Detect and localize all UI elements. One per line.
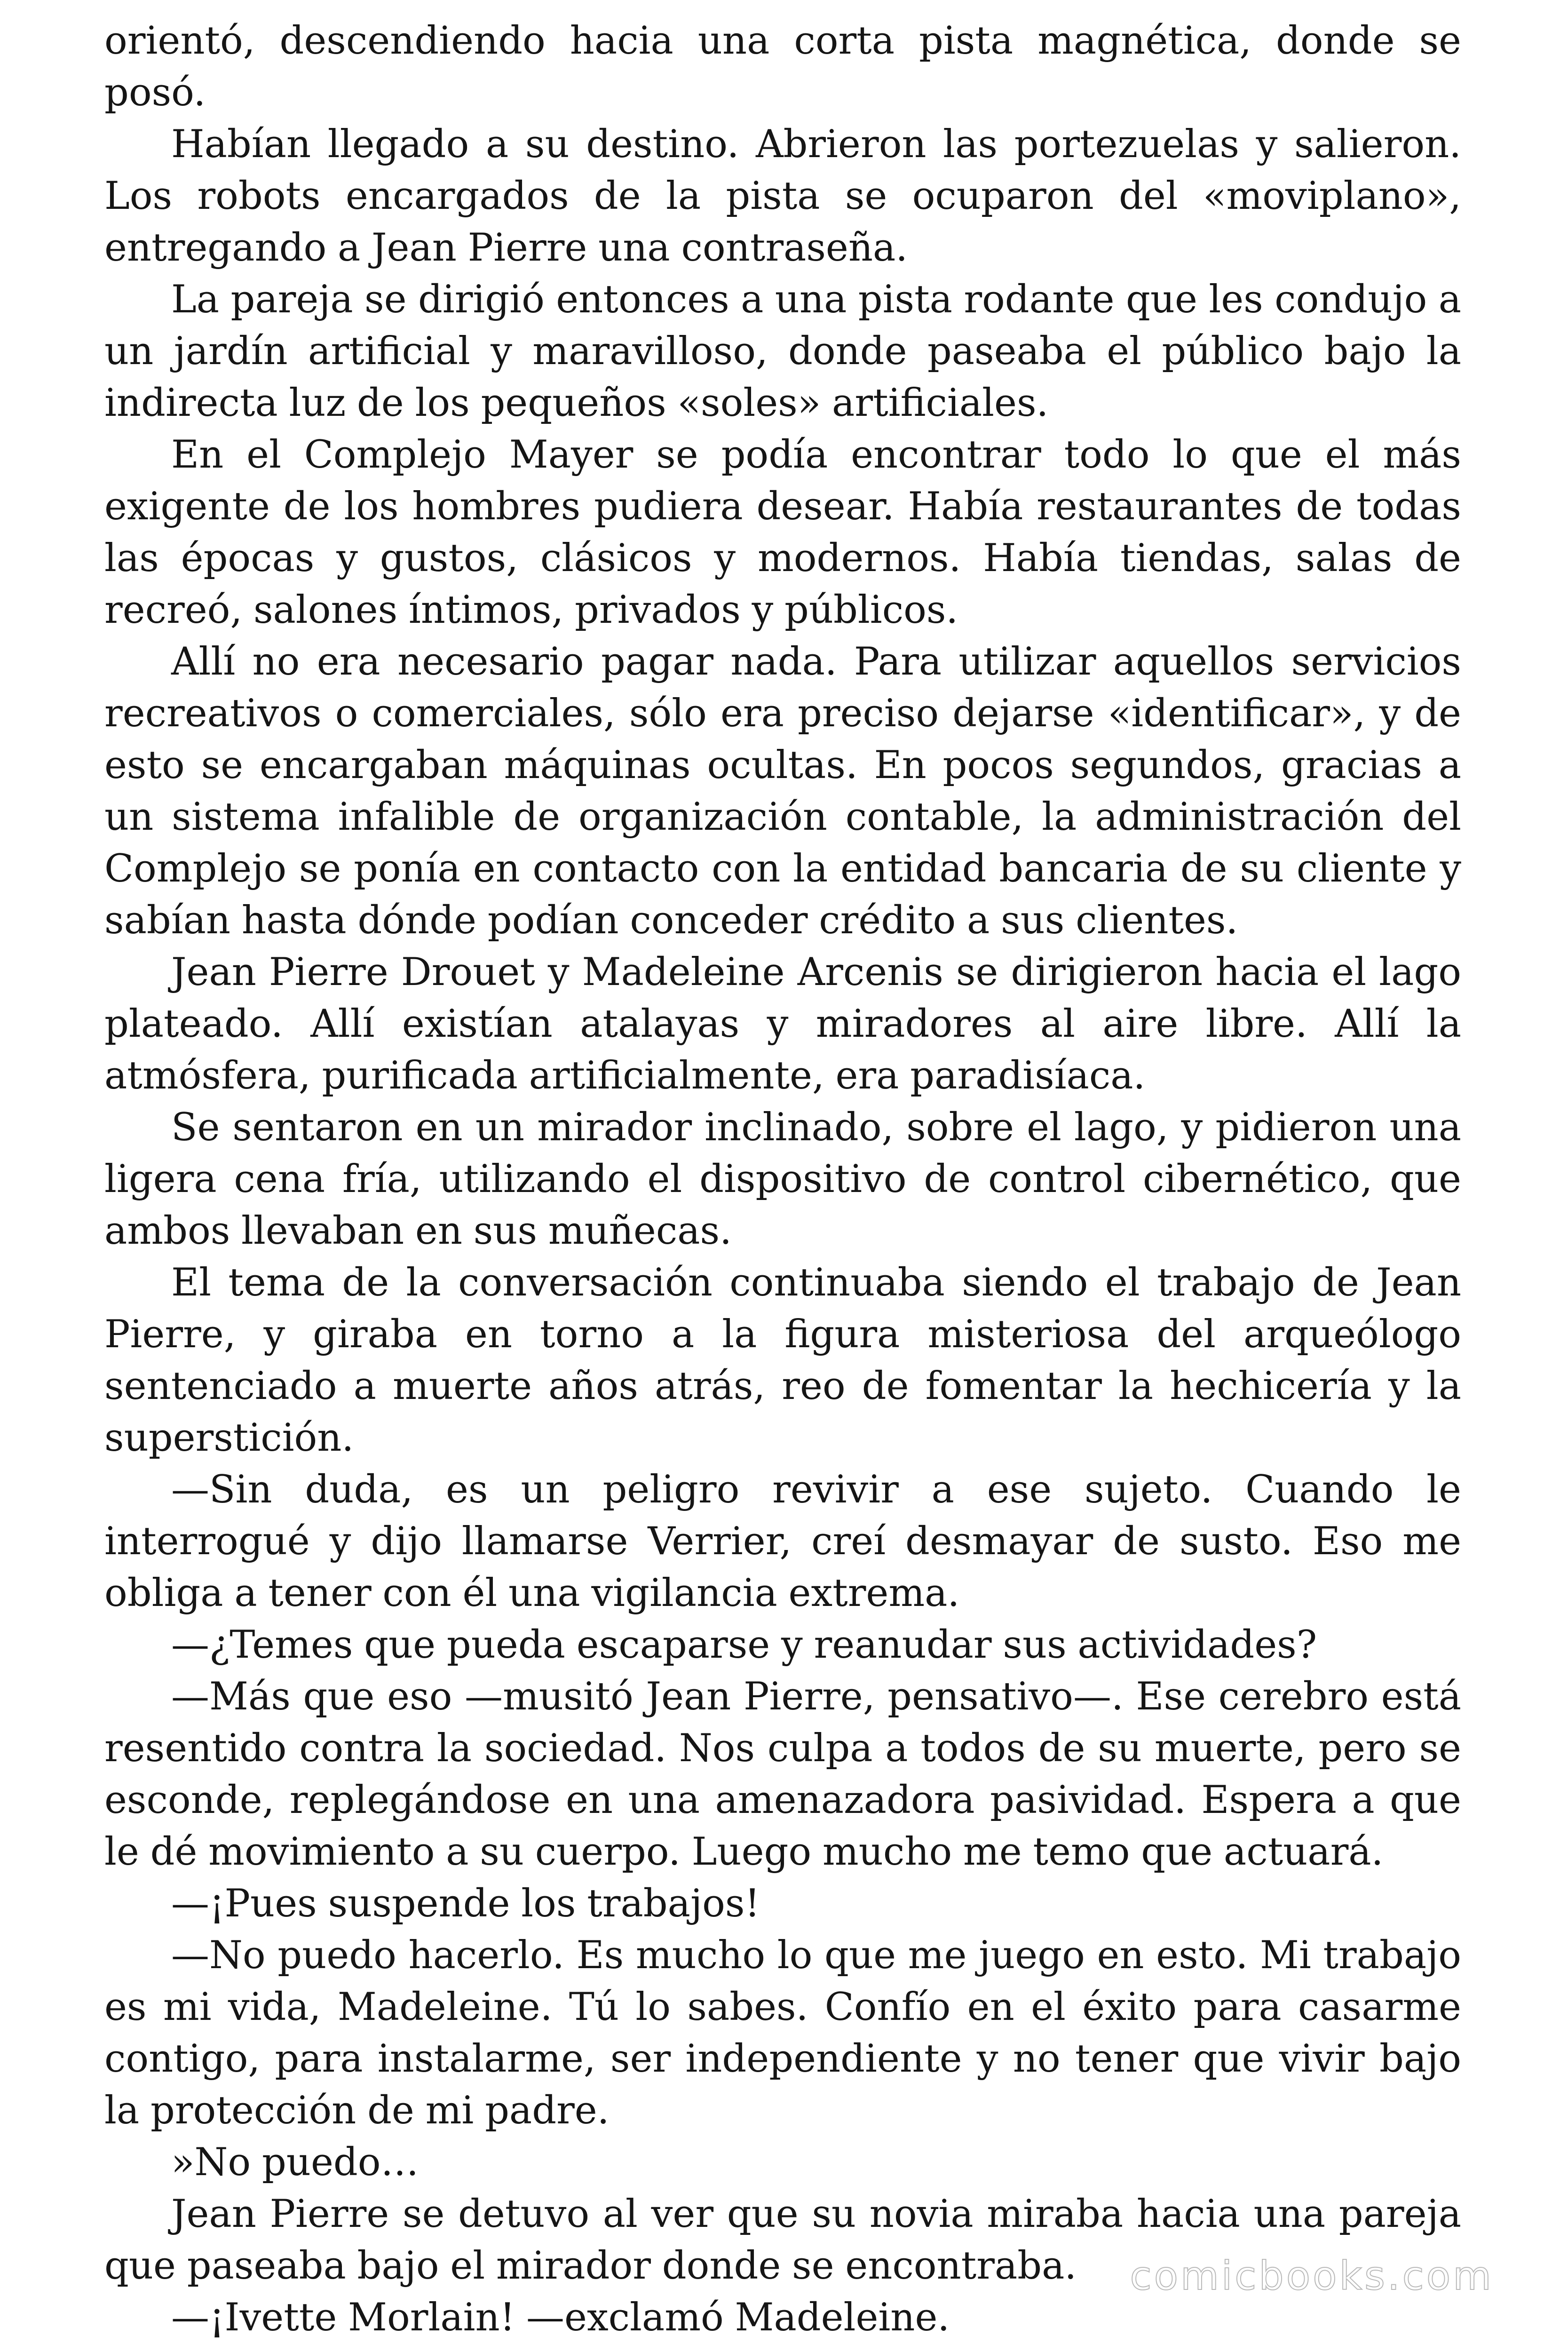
paragraph: Jean Pierre Drouet y Madeleine Arcenis se dirigieron hacia el lago plateado. Allí existían atalayas y miradores al aire libre. Allí la atmósfera, purificada artificialmente, era paradisíaca. — [104, 950, 1461, 1098]
page-text — [104, 15, 1461, 2344]
paragraph: Se sentaron en un mirador inclinado, sobre el lago, y pidieron una ligera cena fría, utilizando el dispositivo de control cibernético, que ambos llevaban en sus muñecas. — [104, 1105, 1461, 1253]
paragraph: —¿Temes que pueda escaparse y reanudar sus actividades? — [171, 1623, 1317, 1667]
paragraph: En el Complejo Mayer se podía encontrar todo lo que el más exigente de los hombres pudiera desear. Había restaurantes de todas las épocas y gustos, clásicos y modernos. Había tiendas, salas de recreó, salones íntimos, privados y públicos. — [104, 433, 1461, 632]
paragraph: —Más que eso —musitó Jean Pierre, pensativo—. Ese cerebro está resentido contra la sociedad. Nos culpa a todos de su muerte, pero se esconde, replegándose en una amenazadora pasividad. Espera a que le dé movimiento a su cuerpo. Luego mucho me temo que actuará. — [104, 1675, 1461, 1874]
paragraph: —No puedo hacerlo. Es mucho lo que me juego en esto. Mi trabajo es mi vida, Madeleine. Tú lo sabes. Confío en el éxito para casarme contigo, para instalarme, ser independiente y no tener que vivir bajo la protección de mi padre. — [104, 1933, 1461, 2133]
paragraph: —¡Pues suspende los trabajos! — [171, 1882, 760, 1926]
paragraph: —¡Ivette Morlain! —exclamó Madeleine. — [171, 2296, 950, 2340]
paragraph: orientó, descendiendo hacia una corta pista magnética, donde se posó. — [104, 19, 1461, 115]
paragraph: —Sin duda, es un peligro revivir a ese sujeto. Cuando le interrogué y dijo llamarse Verrier, creí desmayar de susto. Eso me obliga a tener con él una vigilancia extrema. — [104, 1468, 1461, 1615]
watermark: comicbooks.com — [1130, 2253, 1494, 2299]
paragraph: El tema de la conversación continuaba siendo el trabajo de Jean Pierre, y giraba en torno a la figura misteriosa del arqueólogo sentenciado a muerte años atrás, reo de fomentar la hechicería y la superstición. — [104, 1261, 1461, 1460]
paragraph: »No puedo… — [171, 2140, 419, 2185]
paragraph: Habían llegado a su destino. Abrieron las portezuelas y salieron. Los robots encargados de la pista se ocuparon del «moviplano», entregando a Jean Pierre una contraseña. — [104, 122, 1461, 270]
paragraph: La pareja se dirigió entonces a una pista rodante que les condujo a un jardín artificial y maravilloso, donde paseaba el público bajo la indirecta luz de los pequeños «soles» artificiales. — [104, 278, 1461, 425]
paragraph: Jean Pierre se detuvo al ver que su novia miraba hacia una pareja que paseaba bajo el mirador donde se encontraba. — [104, 2192, 1461, 2288]
paragraph: Allí no era necesario pagar nada. Para utilizar aquellos servicios recreativos o comerciales, sólo era preciso dejarse «identificar», y de esto se encargaban máquinas ocultas. En pocos segundos, gracias a un sistema infalible de organización contable, la administración del Complejo se ponía en contacto con la entidad bancaria de su cliente y sabían hasta dónde podían conceder crédito a sus clientes. — [104, 640, 1461, 943]
